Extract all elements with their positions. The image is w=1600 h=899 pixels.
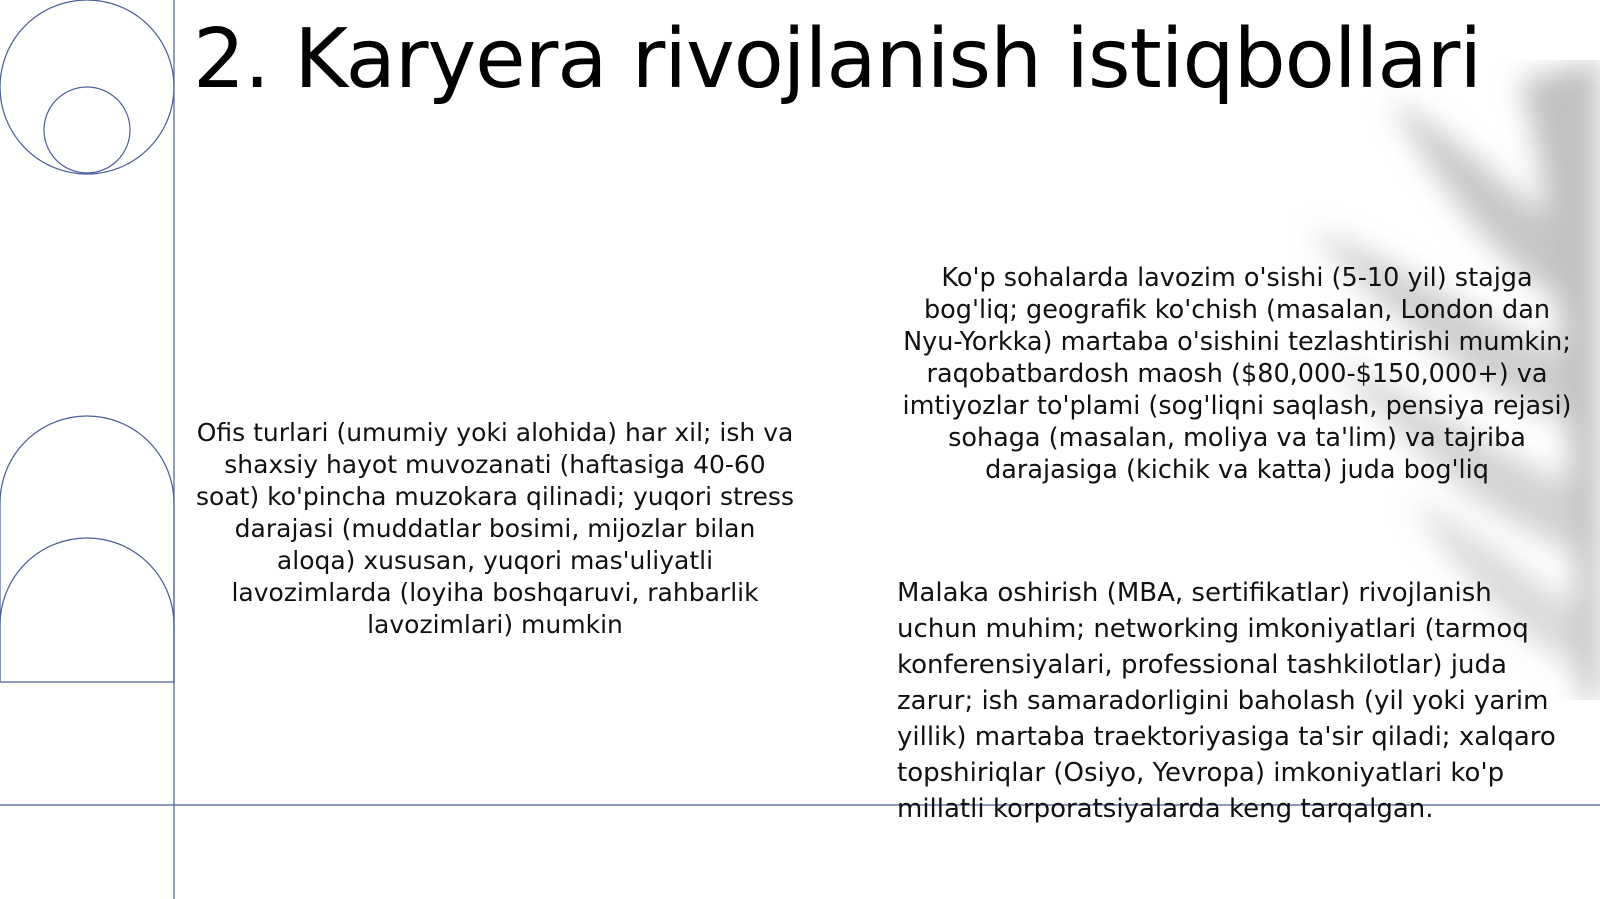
left-paragraph: Ofis turlari (umumiy yoki alohida) har xil; ish va shaxsiy hayot muvozanati (haftasiga 40-60 soat) ko'pincha muzokara qilinadi; yuqori stress darajasi (muddatlar bosimi, mijozlar bilan aloqa) xususan, yuqori mas'uliyatli lavozimlarda (loyiha boshqaruvi, rahbarlik lavozimlari) mumkin [196,418,794,639]
right-bottom-paragraph: Malaka oshirish (MBA, sertifikatlar) rivojlanish uchun muhim; networking imkoniyatlari (tarmoq konferensiyalari, professional tashkilotlar) juda zarur; ish samaradorligini baholash (yil yoki yarim yillik) martaba traektoriyasiga ta'sir qiladi; xalqaro topshiriqlar (Osiyo, Yevropa) imkoniyatlari ko'p millatli korporatsiyalarda keng tarqalgan. [897,578,1556,824]
right-top-paragraph: Ko'p sohalarda lavozim o'sishi (5-10 yil) stajga bog'liq; geografik ko'chish (masalan, London dan Nyu-Yorkka) martaba o'sishini tezlashtirishi mumkin; raqobatbardosh maosh ($80,000-$150,000+) va imtiyozlar to'plami (sog'liqni saqlash, pensiya rejasi) sohaga (masalan, moliya va ta'lim) va tajriba darajasiga (kichik va katta) juda bog'liq [902,263,1572,485]
slide-title: 2. Karyera rivojlanish istiqbollari [193,12,1482,107]
